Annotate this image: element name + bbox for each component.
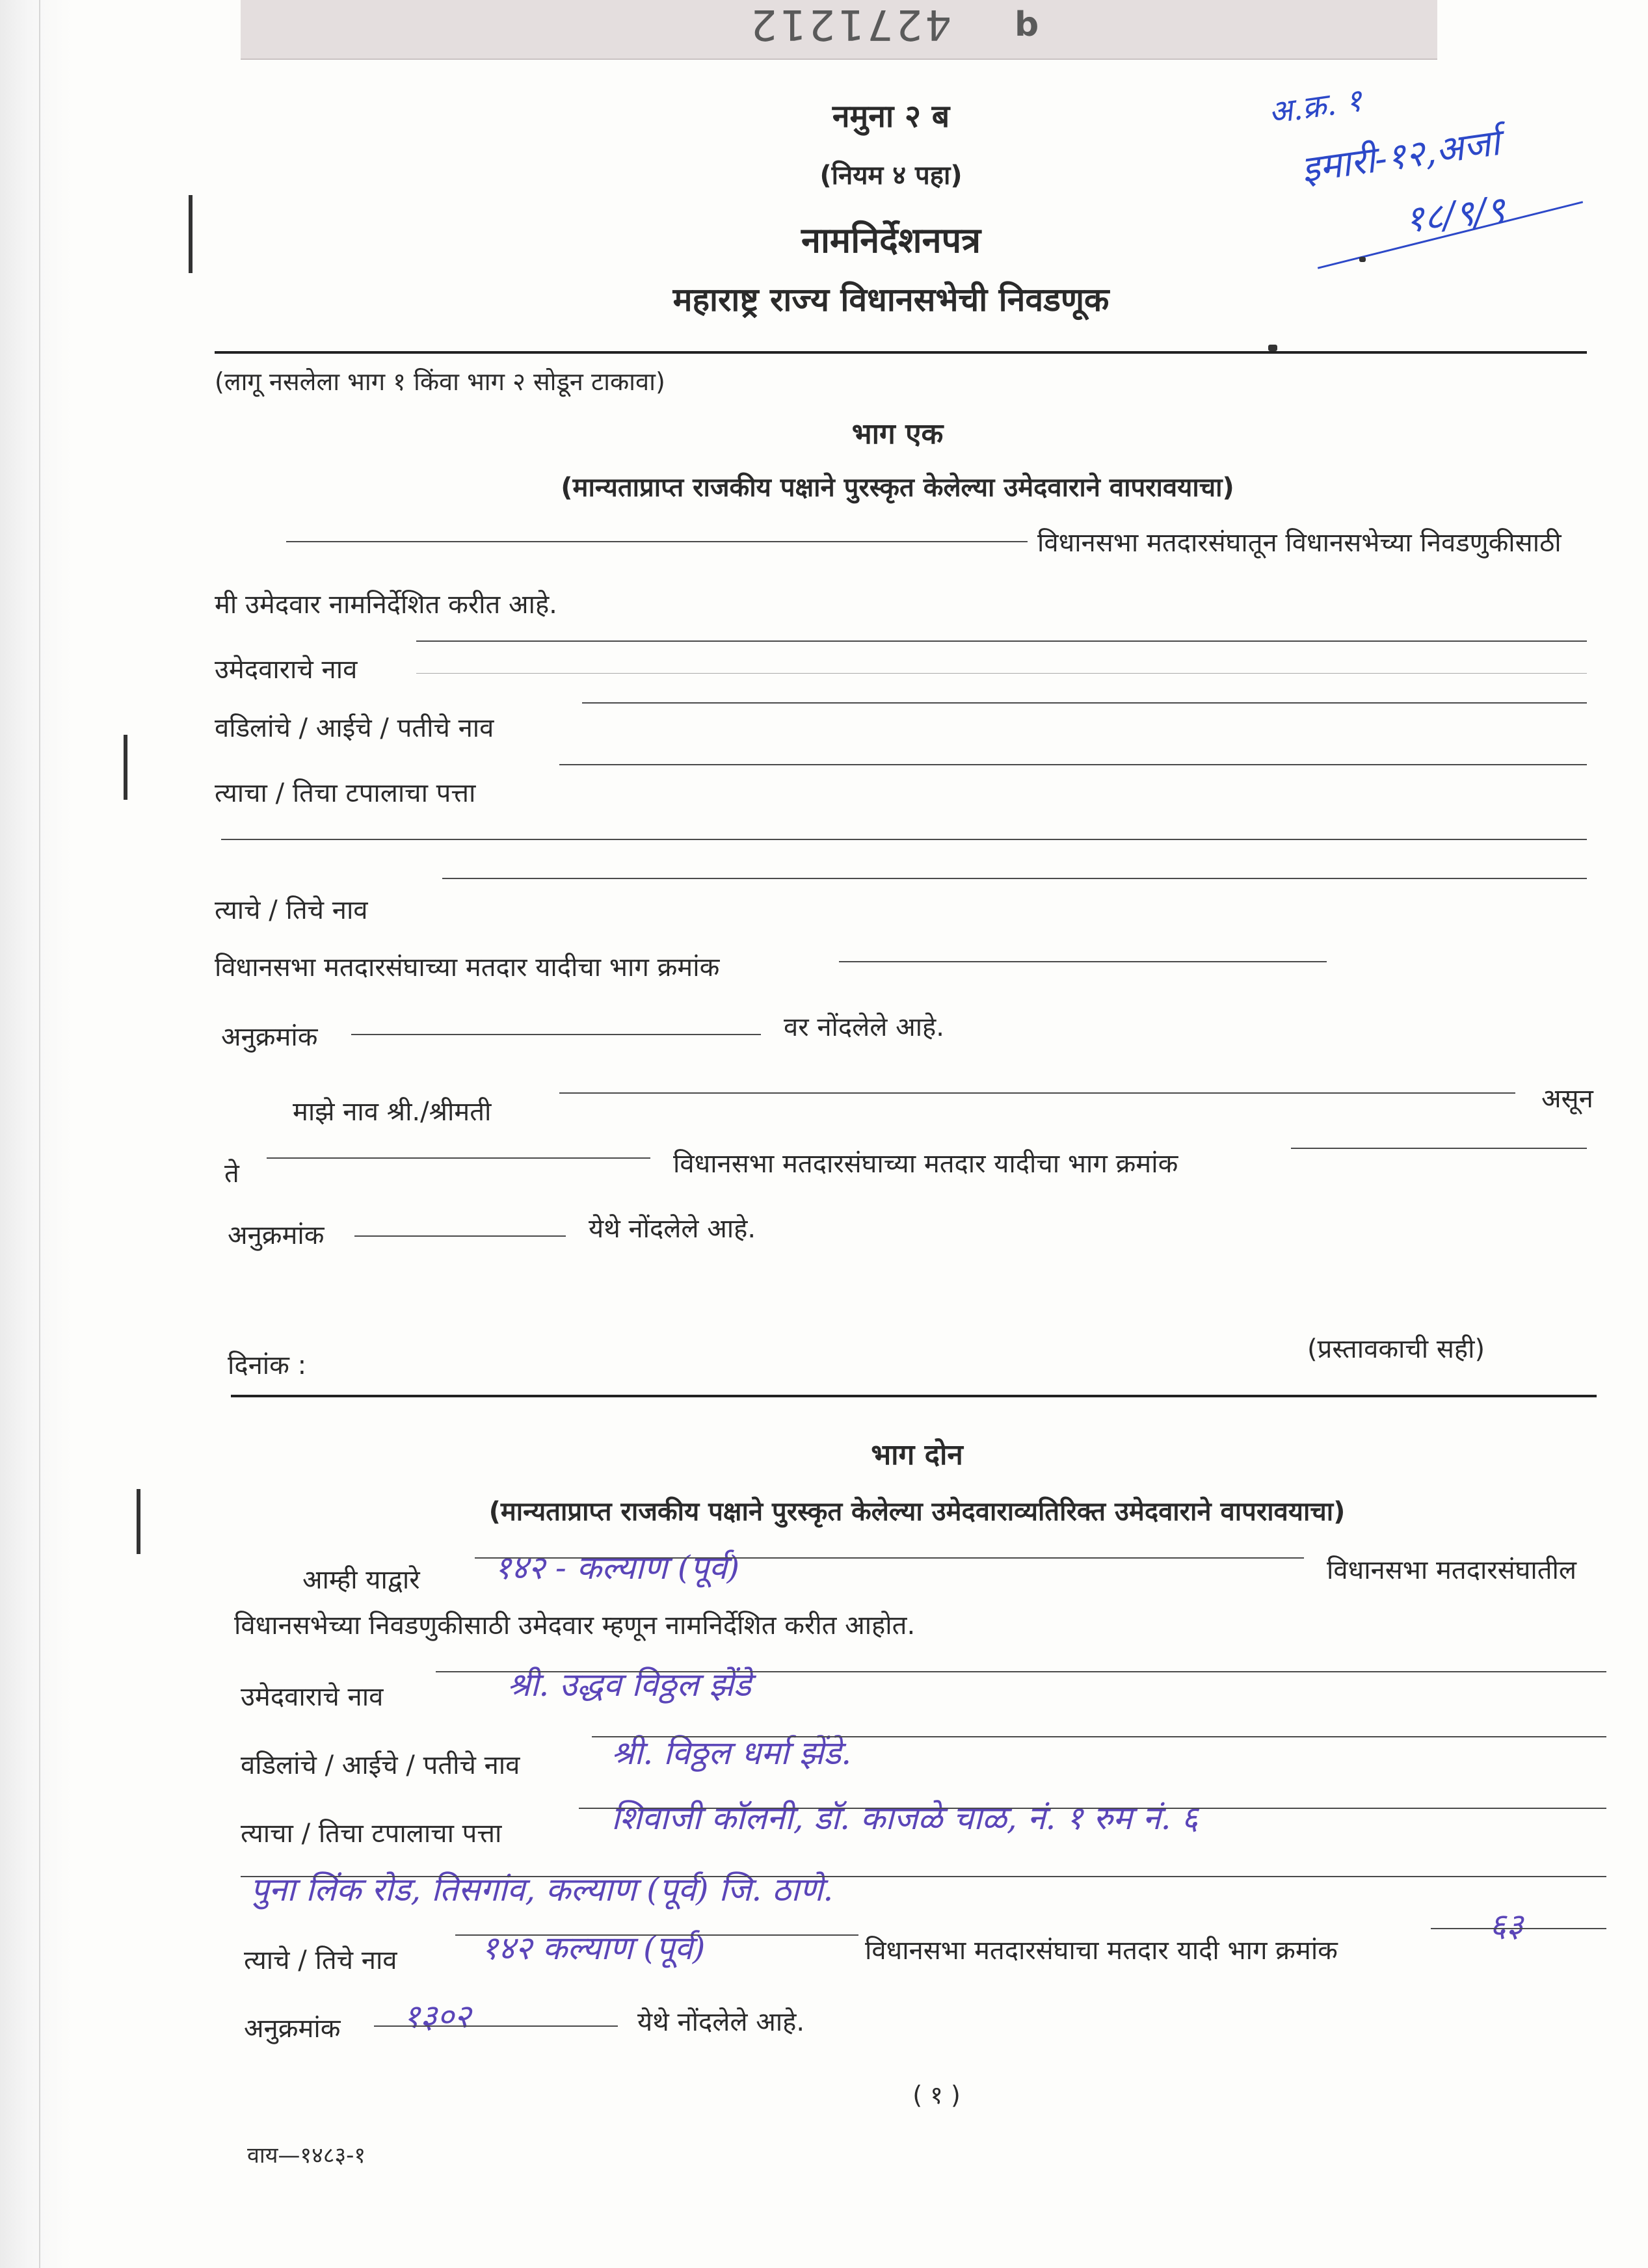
part1-parent-label: वडिलांचे / आईचे / पतीचे नाव	[215, 713, 494, 743]
part2-parent-value: श्री. विठ्ठल धर्मा झेंडे.	[611, 1734, 852, 1772]
ink-speck	[1359, 257, 1366, 262]
part2-constituency-line[interactable]	[475, 1557, 1304, 1559]
page-number: ( १ )	[912, 2081, 961, 2109]
part1-asun: असून	[1541, 1084, 1593, 1114]
paper-stack-line	[39, 0, 40, 2268]
margin-note-3: १८/९/९	[1403, 189, 1508, 241]
margin-bracket	[124, 735, 127, 800]
part2-his-name-label: त्याचे / तिचे नाव	[244, 1945, 397, 1975]
part1-parent-line[interactable]	[582, 702, 1587, 704]
part2-candidate-name-value: श्री. उद्धव विठ्ठल झेंडे	[507, 1666, 751, 1704]
part1-serial-line[interactable]	[351, 1034, 761, 1035]
form-code: वाय—१४८३-१	[247, 2143, 366, 2169]
part2-serial-line[interactable]	[374, 2025, 618, 2027]
part1-heading: भाग एक	[851, 417, 944, 451]
part2-candidate-name-label: उमेदवाराचे नाव	[241, 1682, 384, 1712]
part2-parent-label: वडिलांचे / आईचे / पतीचे नाव	[241, 1750, 520, 1780]
part1-registered-text2: येथे नोंदलेले आहे.	[589, 1214, 756, 1244]
part1-constituency-suffix: विधानसभा मतदारसंघातून विधानसभेच्या निवडणुकीसाठी	[1037, 528, 1562, 558]
part1-te: ते	[224, 1159, 239, 1189]
form-number: नमुना २ ब	[832, 98, 950, 135]
margin-bracket	[137, 1489, 140, 1554]
part2-his-name-line[interactable]	[455, 1934, 858, 1936]
header-rule	[215, 351, 1587, 354]
part2-part-no-line[interactable]	[1431, 1928, 1606, 1929]
part1-serial-label: अनुक्रमांक	[221, 1022, 318, 1052]
part2-parent-line[interactable]	[592, 1736, 1606, 1737]
part2-part-no-value: ६३	[1489, 1906, 1523, 1944]
part2-registered-text: येथे नोंदलेले आहे.	[637, 2007, 805, 2037]
part1-subheading: (मान्यताप्राप्त राजकीय पक्षाने पुरस्कृत केलेल्या उमेदवाराने वापरावयाचा)	[561, 473, 1234, 503]
part2-serial-label: अनुक्रमांक	[244, 2014, 341, 2044]
part2-his-name-value: १४२ कल्याण (पूर्व)	[481, 1929, 706, 1967]
part2-subheading: (मान्यताप्राप्त राजकीय पक्षाने पुरस्कृत केलेल्या उमेदवाराव्यतिरिक्त उमेदवाराने वापरावयाचा)	[488, 1497, 1346, 1527]
part1-candidate-name-line2	[416, 673, 1587, 674]
part1-serial2-line[interactable]	[354, 1235, 566, 1237]
part-divider-rule	[231, 1395, 1597, 1397]
part2-address-value2: पुना लिंक रोड, तिसगांव, कल्याण (पूर्व) जि. ठाणे.	[250, 1871, 834, 1908]
part1-my-name-label: माझे नाव श्री./श्रीमती	[293, 1097, 492, 1127]
part2-address-line[interactable]	[579, 1808, 1606, 1809]
part1-registered-text: वर नोंदलेले आहे.	[784, 1012, 944, 1042]
form-title: नामनिर्देशनपत्र	[801, 220, 981, 261]
part2-address-label: त्याचा / तिचा टपालाचा पत्ता	[241, 1819, 502, 1849]
paper-stack-edge	[0, 0, 72, 2268]
part1-address-line2[interactable]	[221, 839, 1587, 840]
margin-bracket	[189, 195, 193, 273]
part1-serial-label2: अनुक्रमांक	[228, 1220, 325, 1250]
part1-his-name-line[interactable]	[442, 878, 1587, 879]
part1-candidate-name-label: उमेदवाराचे नाव	[215, 655, 358, 685]
serial-mark: b	[1015, 5, 1039, 44]
part1-part-no-line[interactable]	[839, 961, 1327, 962]
part1-signature-label: (प्रस्तावकाची सही)	[1307, 1334, 1485, 1364]
part1-nominate-text: मी उमेदवार नामनिर्देशित करीत आहे.	[215, 590, 557, 620]
part1-my-name-line[interactable]	[559, 1092, 1515, 1094]
part1-te-line[interactable]	[267, 1157, 650, 1159]
part2-constituency-suffix: विधानसभा मतदारसंघातील	[1327, 1555, 1576, 1585]
part2-voter-list-label: विधानसभा मतदारसंघाचा मतदार यादी भाग क्रमांक	[865, 1936, 1338, 1966]
part2-we-hereby: आम्ही याद्वारे	[302, 1565, 420, 1595]
part1-his-name-label: त्याचे / तिचे नाव	[215, 895, 368, 925]
margin-note-2: इमारी-१२,अर्जा	[1299, 121, 1503, 192]
rule-reference: (नियम ४ पहा)	[819, 161, 963, 191]
instruction-text: (लागू नसलेला भाग १ किंवा भाग २ सोडून टाकावा)	[215, 367, 665, 396]
part1-candidate-name-line[interactable]	[416, 640, 1587, 642]
part2-constituency-value: १४२ - कल्याण (पूर्व)	[494, 1549, 740, 1587]
part1-date-label: दिनांक :	[228, 1351, 307, 1380]
part1-address-line[interactable]	[559, 764, 1587, 765]
part1-address-label: त्याचा / तिचा टपालाचा पत्ता	[215, 778, 476, 808]
part2-address-line2[interactable]	[241, 1876, 1606, 1877]
part1-constituency-line	[286, 541, 1028, 542]
part2-candidate-name-line[interactable]	[436, 1671, 1606, 1672]
part2-nominate-text: विधानसभेच्या निवडणुकीसाठी उमेदवार म्हणून नामनिर्देशित करीत आहोत.	[234, 1611, 916, 1641]
part2-heading: भाग दोन	[871, 1438, 963, 1471]
part1-constituency-voter-text: विधानसभा मतदारसंघाच्या मतदार यादीचा भाग क्रमांक	[673, 1149, 1178, 1179]
part1-part-no2-line[interactable]	[1291, 1148, 1587, 1149]
serial-number: 4271212	[748, 0, 952, 48]
ink-speck	[1268, 345, 1277, 351]
part2-serial-value: १३०२	[403, 1998, 471, 2035]
margin-note-1: अ.क्र. १	[1266, 82, 1364, 131]
part1-voter-list-label: विधानसभा मतदारसंघाच्या मतदार यादीचा भाग क्रमांक	[215, 953, 720, 982]
form-subtitle: महाराष्ट्र राज्य विधानसभेची निवडणूक	[672, 281, 1110, 319]
part2-address-value1: शिवाजी कॉलनी, डॉ. काजळे चाळ, नं. १ रुम नं. ६	[611, 1799, 1199, 1837]
